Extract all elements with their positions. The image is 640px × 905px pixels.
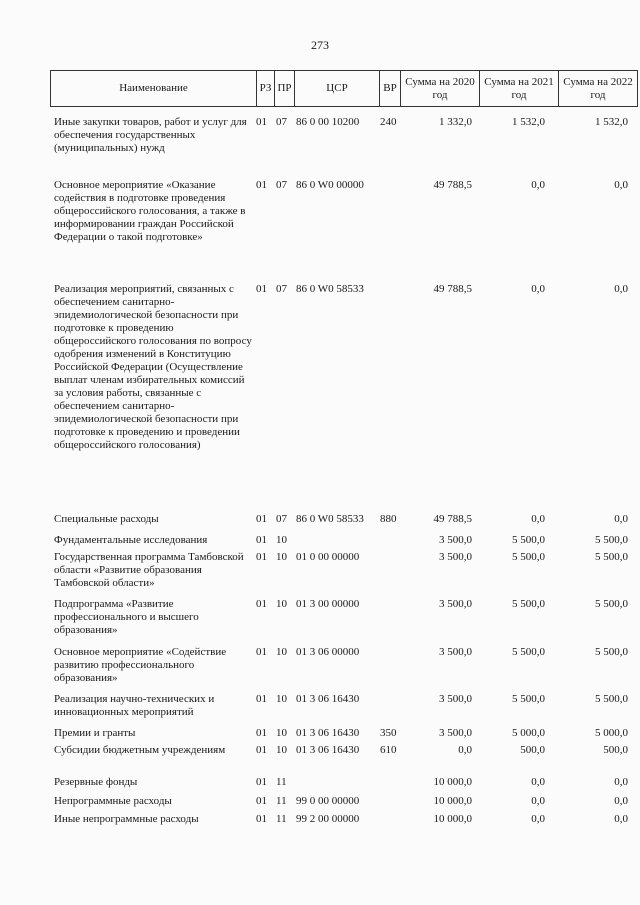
header-rz: РЗ (257, 71, 275, 106)
row-sum-2022: 500,0 (603, 744, 628, 756)
row-sum-2020: 1 332,0 (439, 116, 472, 128)
row-csr: 01 3 06 00000 (296, 646, 360, 658)
row-vr: 350 (380, 727, 397, 739)
row-rz: 01 (256, 513, 267, 525)
row-pr: 10 (276, 727, 287, 739)
row-rz: 01 (256, 646, 267, 658)
row-sum-2021: 500,0 (520, 744, 545, 756)
row-sum-2020: 3 500,0 (439, 551, 472, 563)
row-pr: 11 (276, 776, 287, 788)
row-rz: 01 (256, 813, 267, 825)
row-csr: 86 0 W0 00000 (296, 179, 364, 191)
row-vr: 880 (380, 513, 397, 525)
row-rz: 01 (256, 693, 267, 705)
row-sum-2022: 0,0 (614, 283, 628, 295)
row-sum-2021: 0,0 (531, 513, 545, 525)
row-rz: 01 (256, 116, 267, 128)
row-sum-2022: 5 500,0 (595, 551, 628, 563)
row-name: Подпрограмма «Развитие профессионального и высшего образования» (54, 598, 199, 636)
row-pr: 10 (276, 646, 287, 658)
row-sum-2020: 3 500,0 (439, 693, 472, 705)
row-rz: 01 (256, 179, 267, 191)
row-sum-2022: 0,0 (614, 776, 628, 788)
row-csr: 86 0 W0 58533 (296, 513, 364, 525)
row-name: Основное мероприятие «Оказание содействия в подготовке проведения общероссийского голосования, а также в информировании граждан Российской Федерации о такой подготовке» (54, 179, 246, 243)
row-sum-2022: 5 500,0 (595, 693, 628, 705)
header-vr: ВР (380, 71, 401, 106)
row-sum-2021: 1 532,0 (512, 116, 545, 128)
row-pr: 10 (276, 744, 287, 756)
row-pr: 07 (276, 116, 287, 128)
row-csr: 86 0 W0 58533 (296, 283, 364, 295)
row-pr: 07 (276, 179, 287, 191)
table-header (50, 70, 638, 107)
row-csr: 01 3 00 00000 (296, 598, 360, 610)
row-vr: 240 (380, 116, 397, 128)
row-sum-2021: 5 500,0 (512, 534, 545, 546)
row-csr: 99 0 00 00000 (296, 795, 360, 807)
row-sum-2022: 0,0 (614, 179, 628, 191)
row-name: Премии и гранты (54, 727, 136, 739)
row-name: Резервные фонды (54, 776, 138, 788)
row-name: Непрограммные расходы (54, 795, 172, 807)
row-sum-2020: 49 788,5 (433, 179, 472, 191)
row-sum-2022: 5 500,0 (595, 598, 628, 610)
row-pr: 11 (276, 813, 287, 825)
row-sum-2022: 0,0 (614, 795, 628, 807)
row-name: Реализация научно-технических и инновационных мероприятий (54, 693, 215, 718)
row-sum-2021: 0,0 (531, 813, 545, 825)
row-sum-2021: 0,0 (531, 179, 545, 191)
row-rz: 01 (256, 283, 267, 295)
row-sum-2021: 5 000,0 (512, 727, 545, 739)
row-rz: 01 (256, 795, 267, 807)
row-pr: 10 (276, 534, 287, 546)
row-sum-2021: 5 500,0 (512, 598, 545, 610)
header-sum-2022: Сумма на 2022 год (563, 75, 633, 101)
row-csr: 01 3 06 16430 (296, 693, 360, 705)
header-sum-2021: Сумма на 2021 год (480, 71, 559, 106)
row-sum-2021: 5 500,0 (512, 693, 545, 705)
row-pr: 11 (276, 795, 287, 807)
row-csr: 01 3 06 16430 (296, 744, 360, 756)
row-pr: 10 (276, 598, 287, 610)
row-name: Субсидии бюджетным учреждениям (54, 744, 226, 756)
header-name: Наименование (51, 71, 257, 106)
row-rz: 01 (256, 534, 267, 546)
row-sum-2021: 5 500,0 (512, 646, 545, 658)
row-name: Основное мероприятие «Содействие развитию профессионального образования» (54, 646, 227, 684)
row-name: Фундаментальные исследования (54, 534, 208, 546)
row-csr: 99 2 00 00000 (296, 813, 360, 825)
row-rz: 01 (256, 727, 267, 739)
row-sum-2022: 5 500,0 (595, 534, 628, 546)
row-name: Иные непрограммные расходы (54, 813, 199, 825)
row-vr: 610 (380, 744, 397, 756)
row-csr: 01 3 06 16430 (296, 727, 360, 739)
row-rz: 01 (256, 598, 267, 610)
header-pr: ПР (275, 71, 295, 106)
header-csr: ЦСР (295, 71, 380, 106)
row-sum-2020: 3 500,0 (439, 534, 472, 546)
row-sum-2021: 0,0 (531, 283, 545, 295)
row-sum-2020: 49 788,5 (433, 283, 472, 295)
row-sum-2022: 0,0 (614, 813, 628, 825)
row-sum-2022: 1 532,0 (595, 116, 628, 128)
row-sum-2022: 5 000,0 (595, 727, 628, 739)
row-sum-2021: 0,0 (531, 776, 545, 788)
row-sum-2020: 49 788,5 (433, 513, 472, 525)
row-csr: 01 0 00 00000 (296, 551, 360, 563)
row-pr: 07 (276, 283, 287, 295)
row-sum-2022: 5 500,0 (595, 646, 628, 658)
row-sum-2022: 0,0 (614, 513, 628, 525)
row-sum-2020: 3 500,0 (439, 646, 472, 658)
row-rz: 01 (256, 551, 267, 563)
row-name: Иные закупки товаров, работ и услуг для обеспечения государственных (муниципальных) нужд (54, 116, 247, 154)
row-sum-2020: 0,0 (458, 744, 472, 756)
row-sum-2020: 3 500,0 (439, 598, 472, 610)
row-sum-2020: 10 000,0 (433, 813, 472, 825)
row-name: Специальные расходы (54, 513, 159, 525)
row-name: Государственная программа Тамбовской области «Развитие образования Тамбовской области» (54, 551, 244, 589)
header-sum-2020: Сумма на 2020 год (401, 71, 480, 106)
row-pr: 10 (276, 693, 287, 705)
row-sum-2021: 5 500,0 (512, 551, 545, 563)
row-csr: 86 0 00 10200 (296, 116, 360, 128)
row-sum-2020: 10 000,0 (433, 776, 472, 788)
row-sum-2021: 0,0 (531, 795, 545, 807)
row-sum-2020: 3 500,0 (439, 727, 472, 739)
row-pr: 10 (276, 551, 287, 563)
row-pr: 07 (276, 513, 287, 525)
page-number: 273 (311, 38, 329, 52)
row-rz: 01 (256, 776, 267, 788)
row-name: Реализация мероприятий, связанных с обеспечением санитарно-эпидемиологической безопасности при подготовке к проведению общероссийского голосования по вопросу одобрения изменений в Конституцию Российской Федерации (Осуществление выплат членам избирательных комиссий за условия работы, связанные с обеспечением санитарно-эпидемиологической безопасности при подготовке к проведению и проведении общероссийского голосования) (54, 283, 252, 451)
row-rz: 01 (256, 744, 267, 756)
row-sum-2020: 10 000,0 (433, 795, 472, 807)
